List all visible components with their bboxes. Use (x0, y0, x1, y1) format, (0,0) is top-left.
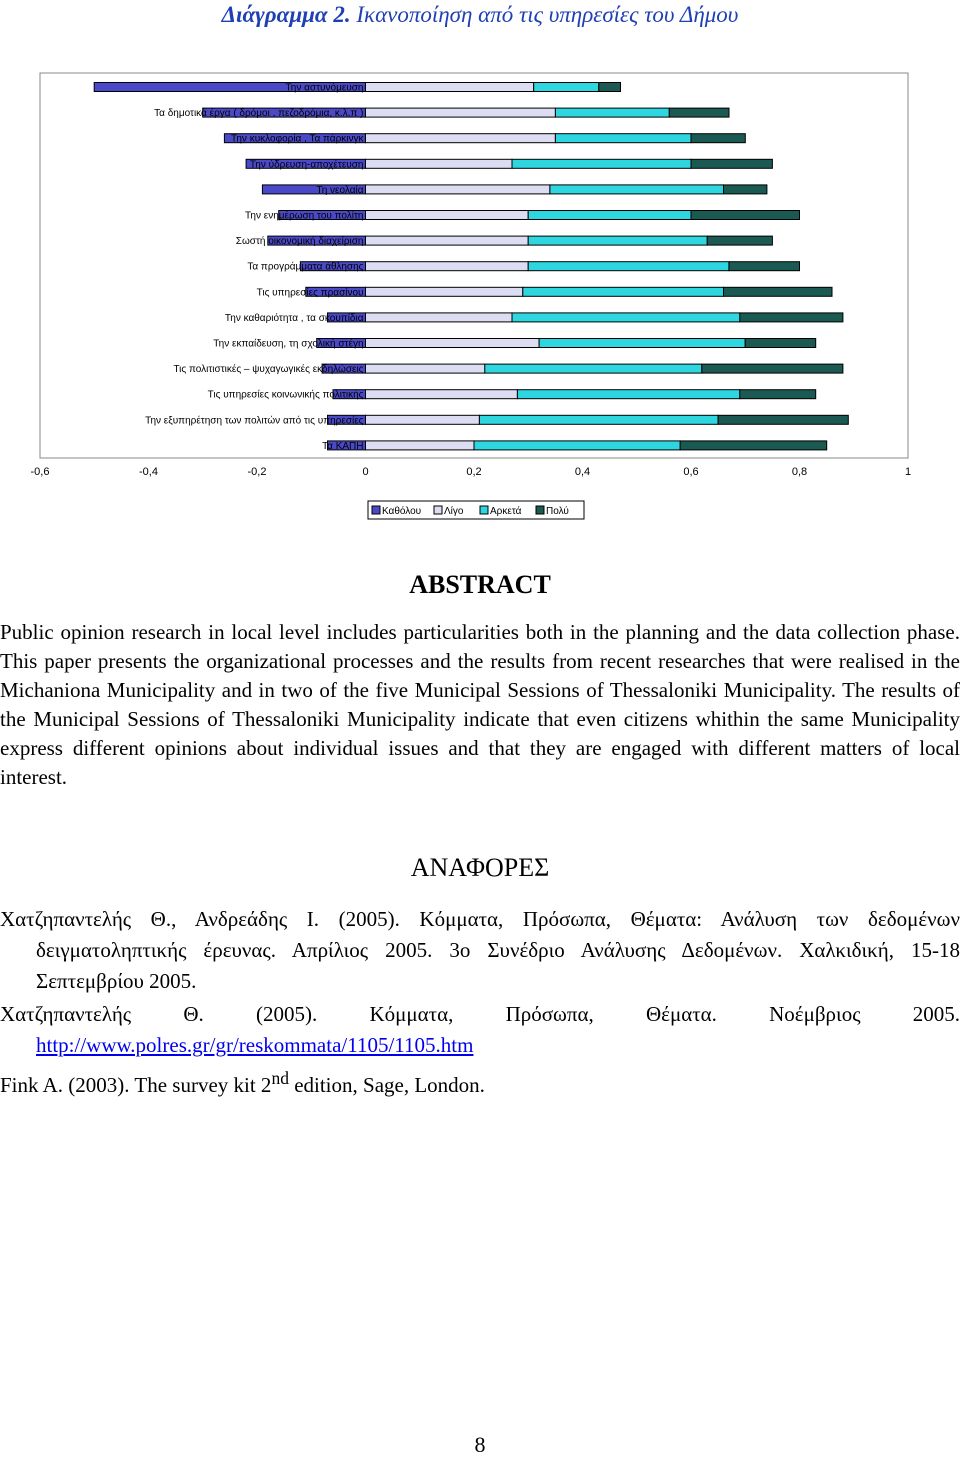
x-tick-label: 1 (904, 466, 912, 478)
figure-caption (0, 2, 960, 28)
bar-segment (366, 287, 523, 296)
legend-label: Αρκετά (490, 506, 522, 517)
bar-segment (740, 390, 816, 399)
bar-segment (366, 185, 550, 194)
legend-swatch (434, 506, 442, 514)
category-label: Τα δημοτικά έργα ( δρόμοι , πεζοδρόμια, κ.λ.π ) (154, 108, 364, 120)
x-tick-label: 0,2 (466, 466, 482, 478)
page-number: 8 (474, 1432, 486, 1457)
satisfaction-bar-chart (0, 65, 960, 535)
x-tick-label: 0,6 (683, 466, 699, 478)
category-label: Τη νεολαία (316, 184, 364, 196)
reference-superscript: nd (271, 1068, 289, 1088)
bar-segment (528, 211, 691, 220)
legend (368, 501, 584, 519)
x-tick-label: -0,2 (247, 466, 267, 478)
reference-text: edition, Sage, London. (288, 1073, 485, 1097)
category-label: Τις υπηρεσίες πρασίνου (256, 287, 364, 299)
category-label: Τις υπηρεσίες κοινωνικής πολιτικής (207, 389, 364, 401)
category-label: Τα προγράμματα άθλησης (247, 261, 364, 273)
bar-segment (707, 236, 772, 245)
references-list (0, 904, 960, 1103)
bar-segment (528, 236, 707, 245)
bar-segment (523, 287, 724, 296)
reference-item (0, 999, 960, 1061)
reference-item (0, 904, 960, 997)
figure-caption-label: Διάγραμμα 2. (221, 2, 351, 27)
category-label: Τα ΚΑΠΗ (322, 440, 364, 452)
bar-segment (517, 390, 739, 399)
bar-segment (479, 415, 718, 424)
x-tick-label: 0,4 (574, 466, 591, 478)
bar-segment (366, 211, 529, 220)
bar-segment (366, 390, 518, 399)
category-label: Την εξυπηρέτηση των πολιτών από τις υπηρεσίες (145, 415, 364, 427)
reference-item (0, 1063, 960, 1101)
category-label: Την καθαριότητα , τα σκουπίδια (224, 312, 364, 324)
bar-segment (366, 159, 513, 168)
bar-segment (512, 159, 691, 168)
bar-segment (691, 211, 800, 220)
bar-segment (485, 364, 702, 373)
bar-segment (534, 83, 599, 92)
category-label: Σωστή οικονομική διαχείριση (235, 236, 364, 248)
figure-caption-text: Ικανοποίηση από τις υπηρεσίες του Δήμου (356, 2, 739, 27)
bar-segment (474, 441, 680, 450)
abstract-text: Public opinion research in local level includes particularities both in the planning and the data collection phase. This paper presents the organizational processes and the results from recent researches that were realised in the Michaniona Municipality and in two of the five Municipal Sessions of Thessaloniki Municipality. The results of the Municipal Sessions of Thessaloniki Municipality indicate that even citizens whithin the same Municipality express different opinions about individual issues and that they are engaged with different matters of local interest. (0, 620, 960, 789)
legend-swatch (536, 506, 544, 514)
legend-label: Καθόλου (382, 506, 422, 517)
category-label: Τις πολιτιστικές – ψυχαγωγικές εκδηλώσεις (173, 364, 364, 376)
legend-swatch (372, 506, 380, 514)
reference-text: Χατζηπαντελής Θ., Ανδρεάδης Ι. (2005). Κόμματα, Πρόσωπα, Θέματα: Ανάλυση των δεδομένων δειγματοληπτικής έρευνας. Απρίλιος 2005. 3ο Συνέδριο Ανάλυσης Δεδομένων. Χαλκιδική, 15-18 Σεπτεμβρίου 2005. (0, 907, 960, 993)
bar-segment (366, 339, 540, 348)
bar-segment (366, 441, 475, 450)
bar-segment (718, 415, 848, 424)
bar-segment (366, 364, 485, 373)
bar-segment (724, 185, 767, 194)
bar-segment (528, 262, 729, 271)
x-tick-label: 0,8 (791, 466, 808, 478)
legend-swatch (480, 506, 488, 514)
reference-link[interactable]: http://www.polres.gr/gr/reskommata/1105/1105.htm (36, 1033, 474, 1057)
legend-label: Λίγο (444, 506, 464, 517)
bar-segment (366, 262, 529, 271)
category-label: Την εκπαίδευση, τη σχολική στέγη (213, 338, 364, 350)
bar-segment (691, 159, 772, 168)
category-label: Την ύδρευση-αποχέτευση (249, 159, 364, 171)
category-label: Την κυκλοφορία , Τα πάρκινγκ (230, 133, 364, 145)
bar-segment (366, 236, 529, 245)
bar-segment (745, 339, 816, 348)
bar-segment (702, 364, 843, 373)
reference-text: Fink A. (2003). The survey kit 2 (0, 1073, 272, 1097)
bar-segment (366, 83, 534, 92)
bar-segment (555, 134, 691, 143)
bar-segment (599, 83, 621, 92)
bar-segment (366, 108, 556, 117)
bar-segment (669, 108, 729, 117)
bar-segment (539, 339, 745, 348)
bar-segment (512, 313, 740, 322)
x-axis-ticks (31, 466, 912, 478)
bar-segment (740, 313, 843, 322)
category-label: Την ενημέρωση του πολίτη (245, 210, 364, 222)
reference-text: Χατζηπαντελής Θ. (2005). Κόμματα, Πρόσωπα, Θέματα. Νοέμβριος 2005. (0, 1002, 960, 1026)
category-label: Την αστυνόμευση (285, 82, 364, 94)
abstract-title: ABSTRACT (409, 570, 551, 599)
bar-segment (729, 262, 800, 271)
x-tick-label: -0,4 (139, 466, 158, 478)
bar-segment (724, 287, 833, 296)
x-tick-label: -0,6 (30, 466, 50, 478)
bar-segment (555, 108, 669, 117)
bar-segment (550, 185, 724, 194)
legend-label: Πολύ (546, 506, 569, 517)
bar-segment (366, 415, 480, 424)
x-tick-label: 0 (362, 466, 369, 478)
bar-segment (366, 134, 556, 143)
bar-segment (680, 441, 827, 450)
bar-segment (366, 313, 513, 322)
references-title: ΑΝΑΦΟΡΕΣ (410, 853, 550, 882)
bar-segment (691, 134, 745, 143)
